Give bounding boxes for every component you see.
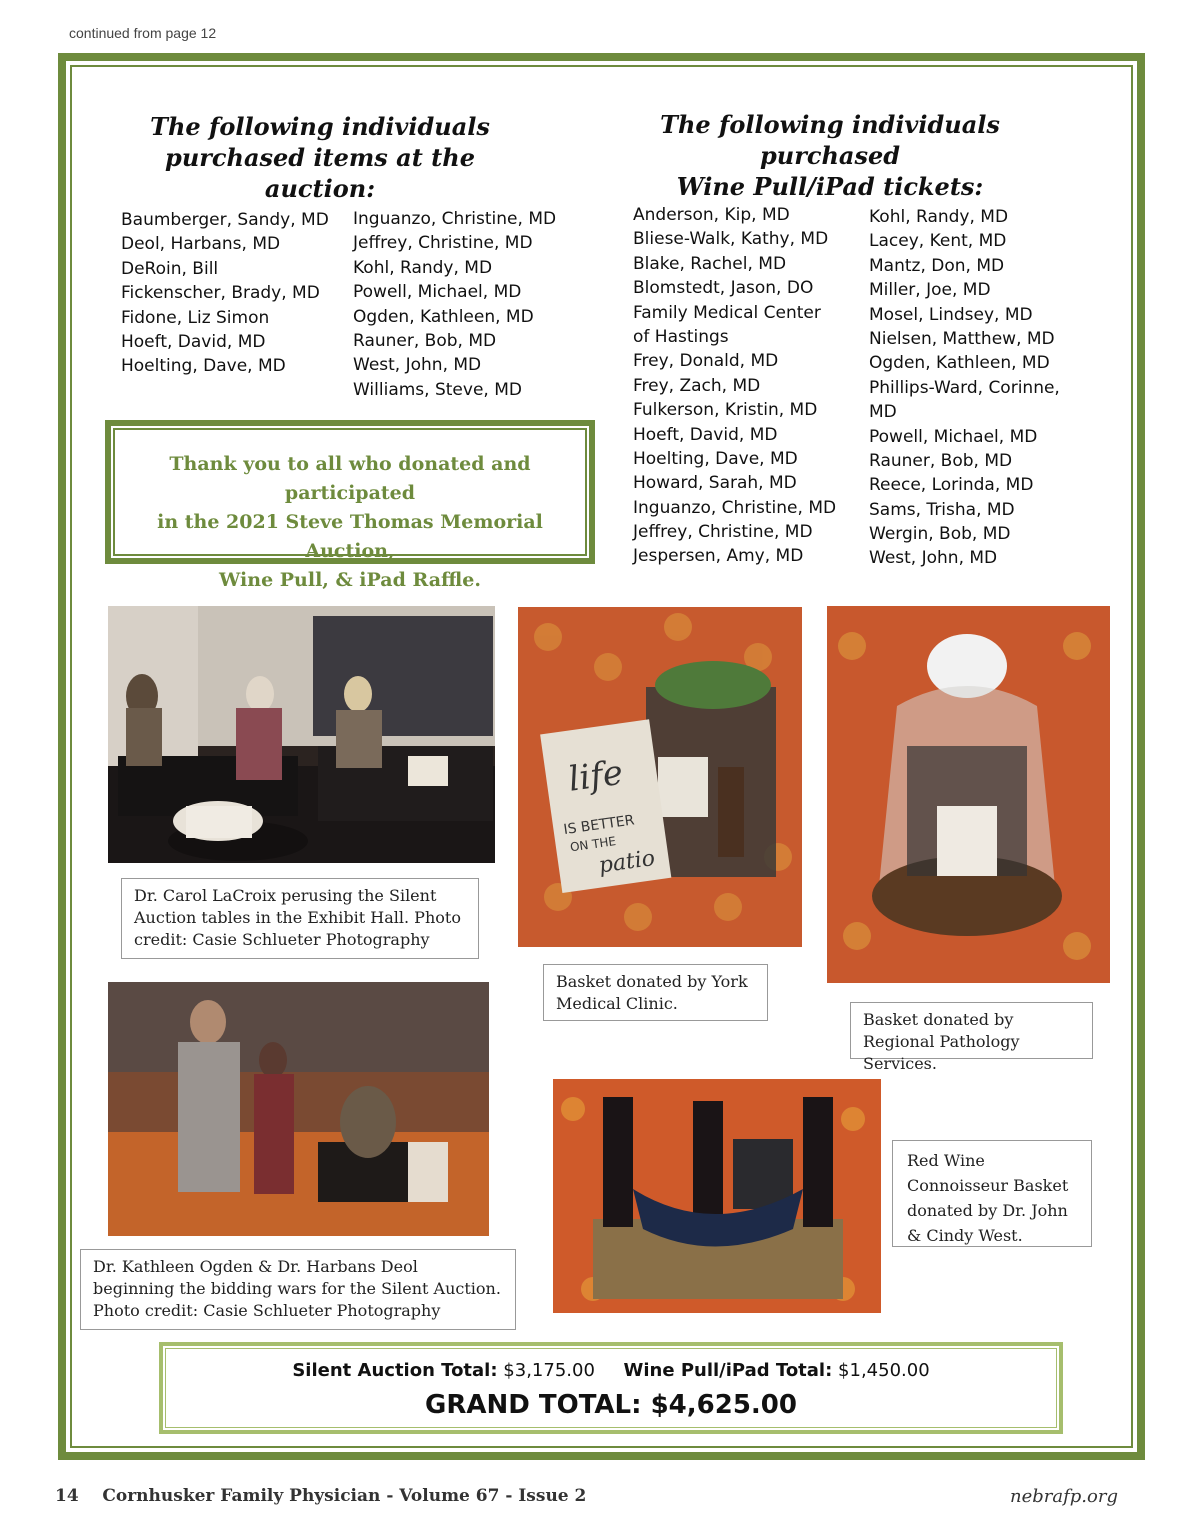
winepull-heading (600, 109, 1060, 202)
silent-total-label: Silent Auction Total: (292, 1360, 498, 1381)
list-item: Anderson, Kip, MD (633, 205, 790, 225)
auction-list-col2 (353, 207, 556, 402)
list-item: Ogden, Kathleen, MD (353, 306, 534, 327)
auction-list-col1 (121, 208, 329, 379)
list-item: DeRoin, Bill (121, 258, 219, 279)
wine-total-value: $1,450.00 (838, 1360, 930, 1381)
list-item: Rauner, Bob, MD (353, 330, 497, 351)
list-item: Hoelting, Dave, MD (633, 448, 798, 469)
page-number: 14 (55, 1486, 79, 1506)
list-item: Jeffrey, Christine, MD (633, 522, 813, 543)
sign-word4: patio (597, 845, 657, 879)
list-item: MD (869, 402, 897, 423)
winepull-list-col1 (633, 203, 836, 569)
photo1-caption: Dr. Carol LaCroix perusing the Silent Auction tables in the Exhibit Hall. Photo credit: Casie Schlueter Photography (121, 878, 479, 959)
york-basket-illustration (518, 607, 802, 947)
list-item: Hoeft, David, MD (121, 331, 266, 352)
list-item: Phillips-Ward, Corinne, (869, 377, 1060, 398)
list-item: Bliese-Walk, Kathy, MD (633, 229, 829, 250)
thanks-message (118, 450, 582, 595)
list-item: Deol, Harbans, MD (121, 234, 281, 255)
list-item: Mantz, Don, MD (869, 255, 1005, 276)
footer-publication-line (55, 1486, 586, 1506)
list-item: Baumberger, Sandy, MD (121, 210, 329, 230)
totals-line (165, 1360, 1057, 1381)
silent-total-value: $3,175.00 (503, 1360, 595, 1381)
list-item: of Hastings (633, 326, 729, 347)
list-item: Frey, Donald, MD (633, 351, 779, 372)
list-item: Hoelting, Dave, MD (121, 356, 286, 377)
thanks-line2: in the 2021 Steve Thomas Memorial Auction, (157, 511, 543, 562)
auction-heading (110, 111, 530, 204)
list-item: Powell, Michael, MD (353, 282, 522, 303)
list-item: Miller, Joe, MD (869, 280, 991, 301)
list-item: Jeffrey, Christine, MD (353, 233, 533, 254)
sign-word3: ON THE (569, 834, 617, 855)
wine-basket-illustration (553, 1079, 881, 1313)
photo2-caption: Basket donated by York Medical Clinic. (543, 964, 768, 1021)
list-item: Family Medical Center (633, 302, 821, 323)
list-item: Kohl, Randy, MD (353, 257, 493, 278)
winepull-heading-line1: The following individuals purchased (660, 110, 1000, 170)
list-item: Frey, Zach, MD (633, 375, 761, 396)
grand-total-value: $4,625.00 (650, 1390, 797, 1420)
continued-note: continued from page 12 (69, 25, 217, 41)
list-item: Powell, Michael, MD (869, 426, 1038, 447)
list-item: Fickenscher, Brady, MD (121, 283, 320, 304)
list-item: Reece, Lorinda, MD (869, 475, 1034, 496)
list-item: Kohl, Randy, MD (869, 207, 1009, 227)
list-item: Ogden, Kathleen, MD (869, 353, 1050, 374)
list-item: Jespersen, Amy, MD (633, 546, 804, 567)
grand-total (165, 1390, 1057, 1420)
list-item: Blomstedt, Jason, DO (633, 278, 814, 299)
thanks-line1: Thank you to all who donated and participated (169, 453, 531, 504)
list-item: Howard, Sarah, MD (633, 473, 797, 494)
exhibit-hall-illustration (108, 606, 495, 863)
list-item: Nielsen, Matthew, MD (869, 328, 1055, 349)
list-item: West, John, MD (869, 548, 998, 569)
sign-word1: life (565, 752, 626, 800)
photo-pathology-basket (827, 606, 1110, 983)
list-item: Rauner, Bob, MD (869, 450, 1013, 471)
list-item: Lacey, Kent, MD (869, 231, 1007, 252)
list-item: Hoeft, David, MD (633, 424, 778, 445)
winepull-heading-line2: Wine Pull/iPad tickets: (676, 172, 984, 201)
photo-bidding (108, 982, 489, 1236)
photo4-caption: Dr. Kathleen Ogden & Dr. Harbans Deol beginning the bidding wars for the Silent Auction. Photo credit: Casie Schlueter Photography (80, 1249, 516, 1330)
photo3-caption: Basket donated by Regional Pathology Services. (850, 1002, 1093, 1059)
list-item: Blake, Rachel, MD (633, 253, 787, 274)
list-item: Williams, Steve, MD (353, 379, 522, 400)
website-link[interactable]: nebrafp.org (1010, 1486, 1118, 1507)
photo-wine-basket (553, 1079, 881, 1313)
photo5-caption: Red Wine Connoisseur Basket donated by Dr. John & Cindy West. (892, 1140, 1092, 1247)
list-item: Fidone, Liz Simon (121, 307, 270, 328)
grand-total-label: GRAND TOTAL: (425, 1390, 642, 1420)
winepull-list-col2 (869, 205, 1060, 571)
bidding-illustration (108, 982, 489, 1236)
auction-heading-line1: The following individuals (150, 112, 490, 141)
publication-title: Cornhusker Family Physician - Volume 67 - Issue 2 (102, 1486, 587, 1506)
wine-total-label: Wine Pull/iPad Total: (623, 1360, 833, 1381)
list-item: West, John, MD (353, 355, 482, 376)
photo-york-basket (518, 607, 802, 947)
auction-heading-line2: purchased items at the auction: (165, 143, 475, 203)
sign-word2: IS BETTER (562, 812, 636, 839)
list-item: Inguanzo, Christine, MD (353, 209, 557, 229)
photo-exhibit-hall (108, 606, 495, 863)
list-item: Inguanzo, Christine, MD (633, 497, 837, 518)
list-item: Sams, Trisha, MD (869, 499, 1015, 520)
list-item: Fulkerson, Kristin, MD (633, 400, 818, 421)
list-item: Wergin, Bob, MD (869, 524, 1011, 545)
pathology-basket-illustration (827, 606, 1110, 983)
list-item: Mosel, Lindsey, MD (869, 304, 1033, 325)
thanks-line3: Wine Pull, & iPad Raffle. (219, 569, 481, 591)
